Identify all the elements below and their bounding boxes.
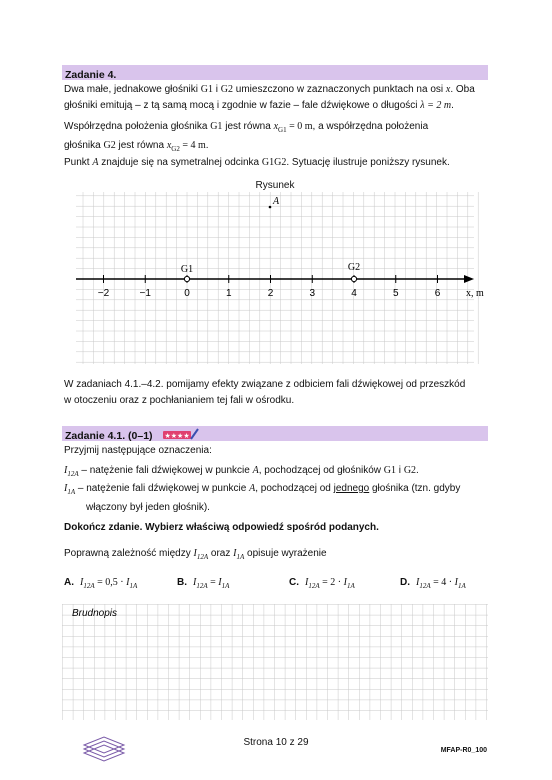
g1-symbol: G1 <box>383 465 397 476</box>
subscript: 12A <box>308 582 320 590</box>
g1-symbol: G1 <box>200 84 213 95</box>
text: głośnika (tzn. gdyby <box>369 483 461 494</box>
option-expression: = 2 · <box>319 577 344 588</box>
point-a-dot <box>269 206 272 209</box>
tick-label: 3 <box>309 288 316 299</box>
task41-definition-2 <box>64 481 488 516</box>
option-label: B. <box>177 577 187 588</box>
task4-note <box>64 377 488 409</box>
option-expression: = 0,5 · <box>94 577 127 588</box>
document-code: MFAP-R0_100 <box>440 747 487 754</box>
i-symbol: I <box>218 577 222 588</box>
text: W zadaniach 4.1.–4.2. pomijamy efekty związane z odbiciem fali dźwiękowej od przeszkód <box>64 379 466 390</box>
i-symbol: I <box>64 483 68 494</box>
option-expression: = 4 · <box>430 577 455 588</box>
tick-label: 4 <box>351 288 357 299</box>
x-symbol: x <box>166 140 172 151</box>
text: – natężenie fali dźwiękowej w punkcie <box>75 483 250 494</box>
i-symbol: I <box>454 577 458 588</box>
text: w otoczeniu oraz z pochłanianiem tej fali w ośrodku. <box>64 395 295 406</box>
subscript: 1A <box>457 582 466 590</box>
segment-symbol: G1G2 <box>261 157 287 168</box>
task4-paragraph-1 <box>64 82 488 114</box>
subscript: G1 <box>278 126 287 134</box>
text: znajduje się na symetralnej odcinka <box>98 157 262 168</box>
tick-label: 0 <box>184 288 190 299</box>
text: jest równa <box>222 121 274 132</box>
i-symbol: I <box>416 577 420 588</box>
task4-heading: Zadanie 4. <box>65 69 117 81</box>
scratch-grid[interactable] <box>62 604 488 720</box>
text: Poprawną zależność między <box>64 548 194 559</box>
text: , a współrzędna położenia <box>312 121 429 132</box>
label-g1: G1 <box>180 264 194 275</box>
subscript: 1A <box>236 553 245 561</box>
subscript: 12A <box>419 582 431 590</box>
g2-symbol: G2 <box>220 84 233 95</box>
scratch-grid-lines <box>62 604 488 720</box>
label-g2: G2 <box>347 262 361 273</box>
text: . Sytuację ilustruje poniższy rysunek. <box>286 157 450 168</box>
text: Dwa małe, jednakowe głośniki <box>64 84 201 95</box>
text: . <box>451 100 454 111</box>
i-symbol: I <box>80 577 84 588</box>
tick-label: 6 <box>434 288 441 299</box>
text: . <box>416 465 419 476</box>
i-symbol: I <box>193 548 197 559</box>
g2-symbol: G2 <box>103 140 116 151</box>
task41-intro: Przyjmij następujące oznaczenia: <box>64 445 212 456</box>
g2-symbol: G2 <box>403 465 417 476</box>
subscript: 1A <box>67 488 76 496</box>
option-label: D. <box>400 577 410 588</box>
text: . <box>205 140 209 151</box>
option-a[interactable] <box>64 577 137 590</box>
tick-label: 5 <box>392 288 399 299</box>
i-symbol: I <box>343 577 347 588</box>
text: oraz <box>208 548 234 559</box>
axis-arrow <box>464 275 474 283</box>
x-symbol: x <box>273 121 279 132</box>
subscript: 12A <box>196 553 209 561</box>
text: Współrzędna położenia głośnika <box>64 121 211 132</box>
g1-symbol: G1 <box>210 121 223 132</box>
tick-label: −2 <box>97 288 110 299</box>
point-a-symbol: A <box>92 157 99 168</box>
xg1-value: = 0 m <box>286 121 313 132</box>
text: . Oba <box>450 84 475 95</box>
subscript: 12A <box>83 582 95 590</box>
tick-label: −1 <box>139 288 151 299</box>
subscript: 1A <box>129 582 138 590</box>
text: głośnika <box>64 140 104 151</box>
point-a-symbol: A <box>252 465 259 476</box>
text: włączony był jeden głośnik). <box>86 502 210 513</box>
option-expression: = <box>207 577 219 588</box>
speaker-g2-marker <box>351 276 356 281</box>
tick-label: 2 <box>267 288 274 299</box>
x-symbol: x <box>445 84 451 95</box>
subscript: 1A <box>221 582 230 590</box>
task41-heading-bar <box>62 426 488 441</box>
lambda-equation: λ = 2 m <box>420 100 452 111</box>
svg-text:★★★★: ★★★★ <box>164 432 190 441</box>
i-symbol: I <box>193 577 197 588</box>
axis-label: x, m <box>466 288 484 299</box>
i-symbol: I <box>233 548 237 559</box>
text: jest równa <box>115 140 167 151</box>
text: Punkt <box>64 157 93 168</box>
text: i <box>396 465 404 476</box>
subscript: G2 <box>171 145 180 153</box>
task41-heading: Zadanie 4.1. (0–1) <box>65 430 153 442</box>
text: opisuje wyrażenie <box>244 548 327 559</box>
text: , pochodzącej od głośników <box>258 465 384 476</box>
subscript: 12A <box>67 470 79 478</box>
i-symbol: I <box>64 465 68 476</box>
i-symbol: I <box>305 577 309 588</box>
task4-paragraph-3 <box>64 155 488 171</box>
option-b[interactable] <box>177 577 229 590</box>
option-c[interactable] <box>289 577 355 590</box>
text: głośniki emitują – z tą samą mocą i zgodnie w fazie – fale dźwiękowe o długości <box>64 100 421 111</box>
point-a-symbol: A <box>249 483 256 494</box>
task4-paragraph-2 <box>64 119 488 157</box>
page-number: Strona 10 z 29 <box>243 737 309 748</box>
difficulty-stars-icon <box>163 428 199 441</box>
tick-label: 1 <box>225 288 232 299</box>
task4-heading-bar <box>62 65 488 80</box>
text: , pochodzącej od <box>255 483 334 494</box>
grid <box>76 192 478 364</box>
speaker-g1-marker <box>184 276 189 281</box>
option-label: C. <box>289 577 299 588</box>
label-a: A <box>273 196 280 207</box>
i-symbol: I <box>126 577 130 588</box>
scratch-label: Brudnopis <box>72 608 118 619</box>
option-label: A. <box>64 577 74 588</box>
task41-definition-1 <box>64 463 488 482</box>
figure-title: Rysunek <box>255 180 295 191</box>
text: umieszczono w zaznaczonych punktach na osi <box>232 84 446 95</box>
text: – natężenie fali dźwiękowej w punkcie <box>78 465 253 476</box>
underlined-text: jednego <box>333 483 370 494</box>
text: i <box>212 84 221 95</box>
subscript: 12A <box>196 582 208 590</box>
coordinate-figure <box>62 192 488 364</box>
task41-stem <box>64 546 488 565</box>
option-d[interactable] <box>400 577 466 590</box>
xg2-value: = 4 m <box>179 140 206 151</box>
task41-instruction: Dokończ zdanie. Wybierz właściwą odpowiedź spośród podanych. <box>64 522 379 533</box>
subscript: 1A <box>346 582 355 590</box>
